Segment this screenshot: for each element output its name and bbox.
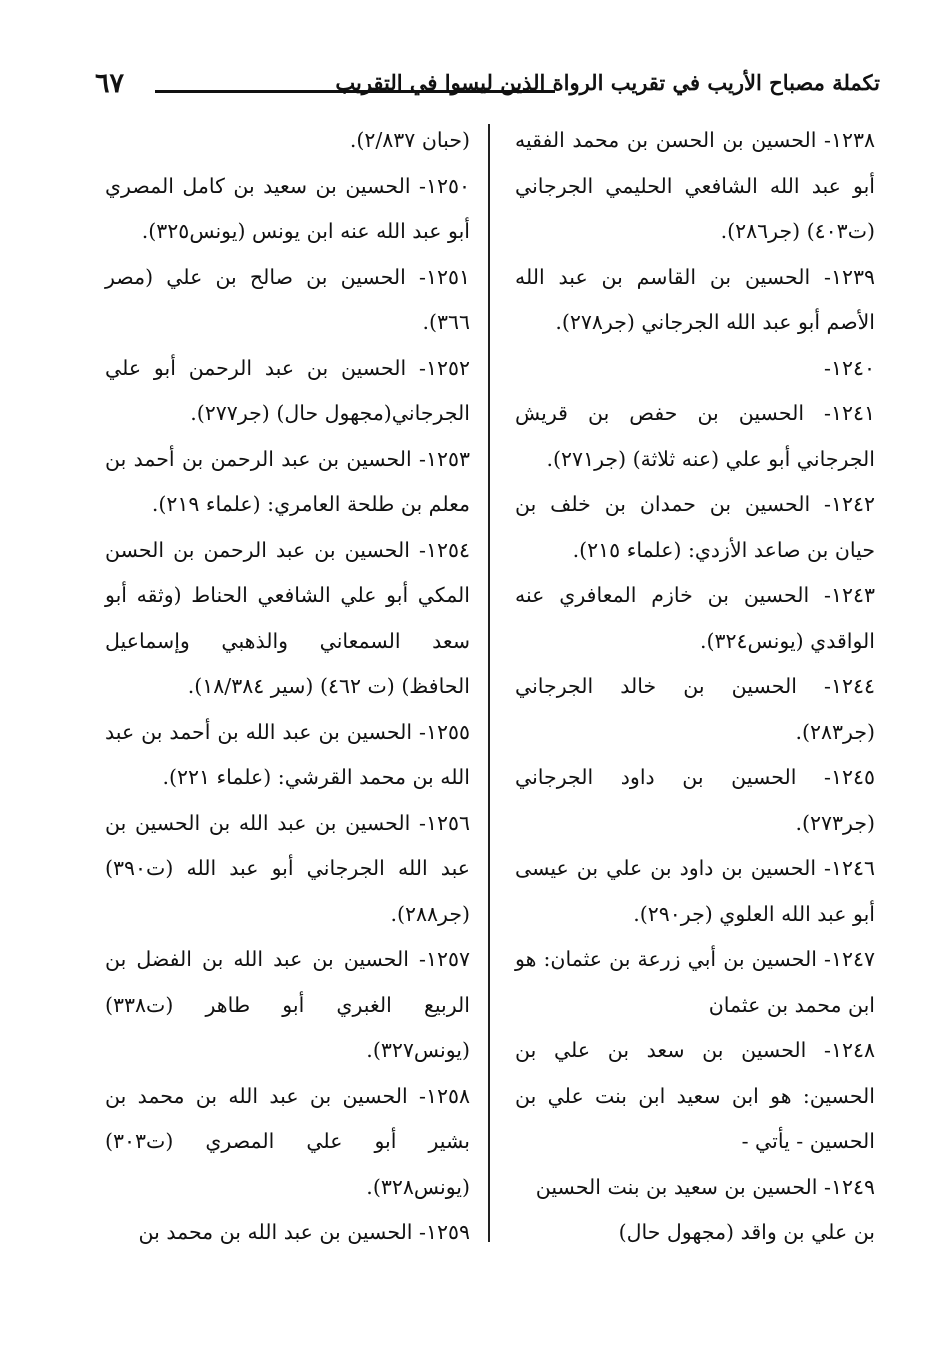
entry-1241: ١٢٤١- الحسين بن حفص بن قريش الجرجاني أبو علي (عنه ثلاثة) (جر٢٧١).	[515, 401, 875, 471]
running-title: تكملة مصباح الأريب في تقريب الرواة الذين ليسوا في التقريب	[335, 70, 880, 95]
entry-1240: ١٢٤٠-	[824, 355, 875, 380]
entry-1244: ١٢٤٤- الحسين بن خالد الجرجاني (جر٢٨٣).	[515, 674, 875, 744]
entry-1239: ١٢٣٩- الحسين بن القاسم بن عبد الله الأصم أبو عبد الله الجرجاني (جر٢٧٨).	[515, 264, 875, 334]
entry-1249-continued: (حبان ٢/٨٣٧).	[349, 128, 470, 152]
entry-1256: ١٢٥٦- الحسين بن عبد الله بن الحسين بن عبد الله الجرجاني أبو عبد الله (ت٣٩٠) (جر٢٨٨).	[105, 810, 470, 926]
entry-1250: ١٢٥٠- الحسين بن سعيد بن كامل المصري أبو عبد الله عنه ابن يونس (يونس٣٢٥).	[105, 173, 470, 243]
page-number: ٦٧	[95, 68, 125, 99]
entry-1251: ١٢٥١- الحسين بن صالح بن علي (مصر ٣٦٦).	[105, 264, 470, 334]
running-header	[95, 68, 880, 108]
entry-1259: ١٢٥٩- الحسين بن عبد الله بن محمد بن	[138, 1220, 470, 1244]
entry-1238: ١٢٣٨- الحسين بن الحسن بن محمد الفقيه أبو عبد الله الشافعي الحليمي الجرجاني (ت٤٠٣) (جر٢٨٦).	[515, 128, 875, 243]
entry-1255: ١٢٥٥- الحسين بن عبد الله بن أحمد بن عبد الله بن محمد القرشي: (علماء ٢٢١).	[105, 719, 470, 789]
entry-1248: ١٢٤٨- الحسين بن سعد بن علي بن الحسين: هو ابن سعيد ابن بنت علي بن الحسين - يأتي -	[515, 1038, 875, 1153]
entry-1242: ١٢٤٢- الحسين بن حمدان بن خلف بن حيان بن صاعد الأزدي: (علماء ٢١٥).	[515, 492, 875, 562]
entry-1247: ١٢٤٧- الحسين بن أبي زرعة بن عثمان: هو ابن محمد بن عثمان	[515, 947, 875, 1017]
entry-1245: ١٢٤٥- الحسين بن داود الجرجاني (جر٢٧٣).	[515, 765, 875, 835]
column-divider	[488, 124, 490, 1242]
entry-1253: ١٢٥٣- الحسين بن عبد الرحمن بن أحمد بن معلم بن طلحة العامري: (علماء ٢١٩).	[105, 446, 470, 516]
right-column	[515, 118, 875, 1256]
entry-1258: ١٢٥٨- الحسين بن عبد الله بن محمد بن بشير أبو علي المصري (ت٣٠٣) (يونس٣٢٨).	[105, 1083, 470, 1199]
entry-1257: ١٢٥٧- الحسين بن عبد الله بن الفضل بن الربيع الغبري أبو طاهر (ت٣٣٨) (يونس٣٢٧).	[105, 947, 470, 1062]
entry-1254: ١٢٥٤- الحسين بن عبد الرحمن بن الحسن المكي أبو علي الشافعي الحناط (وثقه أبو سعد السمعاني والذهبي وإسماعيل الحافظ) (ت ٤٦٢) (سير ١٨/٣٨٤).	[105, 537, 470, 698]
left-column	[105, 118, 470, 1256]
entry-1252: ١٢٥٢- الحسين بن عبد الرحمن أبو علي الجرجاني(مجهول حال) (جر٢٧٧).	[105, 355, 470, 425]
entry-1246: ١٢٤٦- الحسين بن داود بن علي بن عيسى أبو عبد الله العلوي (جر٢٩٠).	[515, 856, 875, 926]
entry-1243: ١٢٤٣- الحسين بن خازم المعافري عنه الواقدي (يونس٣٢٤).	[515, 583, 875, 653]
entry-1249: ١٢٤٩- الحسين بن سعيد بن بنت الحسين بن علي بن واقد (مجهول حال)	[535, 1174, 875, 1244]
